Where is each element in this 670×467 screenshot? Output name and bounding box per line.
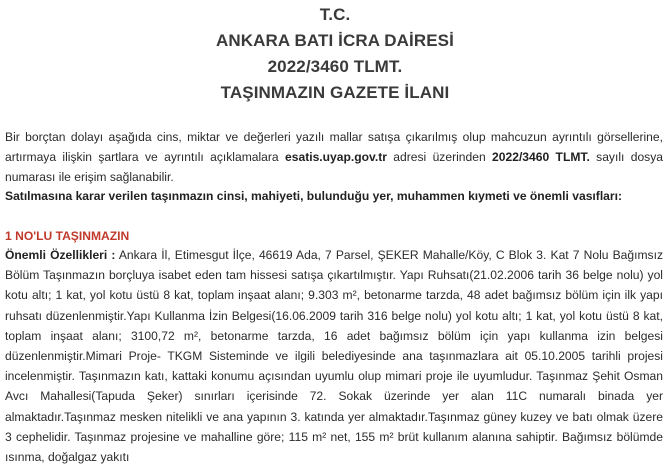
esatis-link[interactable]: esatis.uyap.gov.tr	[285, 150, 387, 164]
subheading: Satılmasına karar verilen taşınmazın cinsi, mahiyeti, bulunduğu yer, muhammen kıymeti ve önemli vasıfları:	[5, 189, 622, 203]
property-details-label: Önemli Özellikleri :	[5, 248, 116, 262]
intro-text-2: adresi üzerinden	[386, 150, 493, 164]
header-line-file-number: 2022/3460 TLMT.	[267, 57, 403, 76]
document-header	[0, 0, 670, 106]
intro-paragraph	[5, 127, 663, 187]
intro-text-1: Bir borçtan dolayı aşağıda cins, miktar ve değerleri yazılı mallar satışa çıkarılmış olup mahcuzun ayrıntılı görsellerine, artırmaya ilişkin şartlara ve ayrıntılı açıklamalara	[5, 130, 663, 164]
property-title: 1 NO'LU TAŞINMAZIN	[5, 229, 130, 243]
header-line-tc: T.C.	[319, 5, 351, 24]
intro-text-3: sayılı dosya numarası ile erişim sağlanabilir.	[5, 150, 663, 184]
file-number: 2022/3460 TLMT.	[492, 150, 590, 164]
header-line-office: ANKARA BATI İCRA DAİRESİ	[216, 31, 454, 50]
property-details	[5, 245, 663, 467]
header-line-title: TAŞINMAZIN GAZETE İLANI	[220, 83, 450, 102]
property-details-text: Ankara İl, Etimesgut İlçe, 46619 Ada, 7 Parsel, ŞEKER Mahalle/Köy, C Blok 3. Kat 7 Nolu Bağımsız Bölüm Taşınmazın borçluya isabet eden tam hissesi satışa çıkartılmıştır. Yapı Ruhsatı(21.02.2006 tarih 36 belge nolu) yol kotu altı; 1 kat, yol kotu üstü 8 kat, toplam inşaat alanı; 9.303 m², betonarme tarzda, 48 adet bağımsız bölüm için ilk yapı ruhsatı düzenlenmiştir.Yapı Kullanma İzin Belgesi(16.06.2009 tarih 316 belge nolu) yol kotu altı; 1 kat, yol kotu üstü 8 kat, toplam inşaat alanı; 3100,72 m², betonarme tarzda, 16 adet bağımsız bölüm için yapı kullanma izin belgesi düzenlenmiştir.Mimari Proje- TKGM Sisteminde ve ilgili belediyesinde ana taşınmazlara ait 05.10.2005 tarihli projesi incelenmiştir. Taşınmazın katı, kattaki konumu açısından uyumlu olup mimari proje ile uyumludur. Taşınmaz Şehit Osman Avcı Mahallesi(Tapuda Şeker) sınırları içerisinde 72. Sokak üzerinde yer alan 11C numaralı binada yer almaktadır.Taşınmaz mesken nitelikli ve ana yapının 3. katında yer almaktadır.Taşınmaz güney kuzey ve batı olmak üzere 3 cephelidir. Taşınmaz projesine ve mahalline göre; 115 m² net, 155 m² brüt kullanım alanına sahiptir. Bağımsız bölümde ısınma, doğalgaz yakıtı	[5, 248, 663, 465]
document-body	[5, 127, 663, 467]
